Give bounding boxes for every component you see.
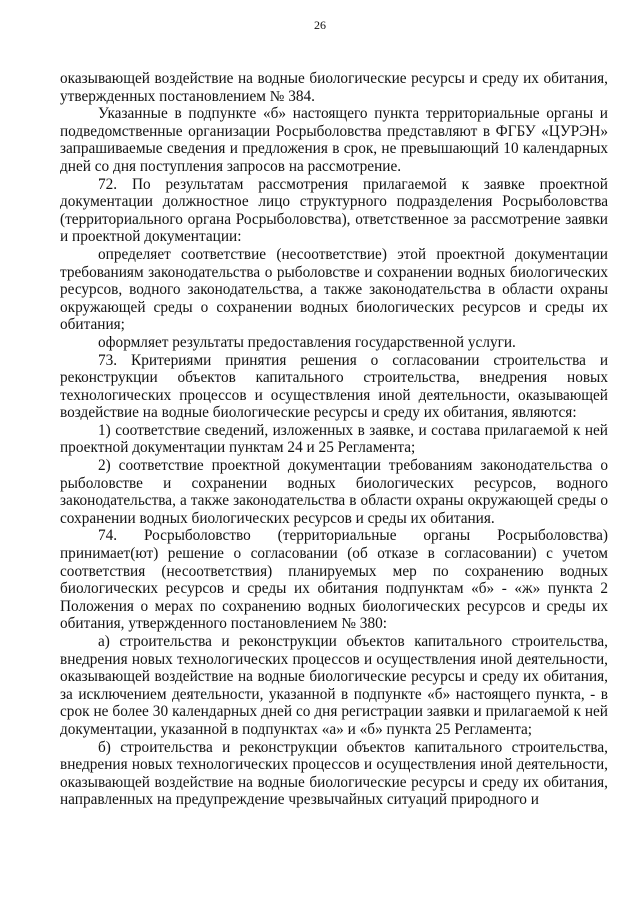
paragraph-74: 74. Росрыболовство (территориальные органы Росрыболовства) принимает(ют) решение о согласовании (об отказе в согласовании) с учетом соответствия (несоответствия) планируемых мер по сохранению водных биологических ресурсов и среды их обитания подпунктам «б» - «ж» пункта 2 Положения о мерах по сохранению водных биологических ресурсов и среды их обитания, утвержденного постановлением № 380: [60, 527, 608, 633]
paragraph-territorial-organs: Указанные в подпункте «б» настоящего пункта территориальные органы и подведомственные организации Росрыболовства представляют в ФГБУ «ЦУРЭН» запрашиваемые сведения и предложения в срок, не превышающий 10 календарных дней со дня поступления запросов на рассмотрение. [60, 105, 608, 175]
paragraph-72-formalizes: оформляет результаты предоставления государственной услуги. [98, 333, 516, 351]
paragraph-continuation: оказывающей воздействие на водные биологические ресурсы и среду их обитания, утвержденных постановлением № 384. [60, 70, 608, 105]
document-body [60, 70, 608, 809]
paragraph-72: 72. По результатам рассмотрения прилагаемой к заявке проектной документации должностное лицо структурного подразделения Росрыболовства (территориального органа Росрыболовства), ответственное за рассмотрение заявки и проектной документации: [60, 175, 608, 246]
paragraph-72-determines: определяет соответствие (несоответствие) этой проектной документации требованиям законодательства о рыболовстве и сохранении водных биологических ресурсов, водного законодательства, а также законодательства в области охраны окружающей среды о сохранении водных биологических ресурсов и среды их обитания; [60, 245, 608, 334]
paragraph-74-item-a: а) строительства и реконструкции объектов капитального строительства, внедрения новых технологических процессов и осуществления иной деятельности, оказывающей воздействие на водные биологические ресурсы и среду их обитания, за исключением деятельности, указанной в подпункте «б» настоящего пункта, - в срок не более 30 календарных дней со дня регистрации заявки и прилагаемой к ней документации, указанной в подпунктах «а» и «б» пункта 25 Регламента; [60, 633, 608, 738]
paragraph-74-item-b: б) строительства и реконструкции объектов капитального строительства, внедрения новых технологических процессов и осуществления иной деятельности, оказывающей воздействие на водные биологические ресурсы и среду их обитания, направленных на предупреждение чрезвычайных ситуаций природного и [60, 738, 608, 809]
page-number: 26 [314, 18, 326, 32]
paragraph-73-item-1: 1) соответствие сведений, изложенных в заявке, и состава прилагаемой к ней проектной документации пунктам 24 и 25 Регламента; [60, 421, 608, 457]
paragraph-73-item-2: 2) соответствие проектной документации требованиям законодательства о рыболовстве и сохранении водных биологических ресурсов, водного законодательства, а также законодательства в области охраны окружающей среды о сохранении водных биологических ресурсов и среды их обитания. [60, 457, 608, 527]
paragraph-73: 73. Критериями принятия решения о согласовании строительства и реконструкции объектов капитального строительства, внедрения новых технологических процессов и осуществления иной деятельности, оказывающей воздействие на водные биологические ресурсы и среду их обитания, являются: [60, 351, 608, 422]
